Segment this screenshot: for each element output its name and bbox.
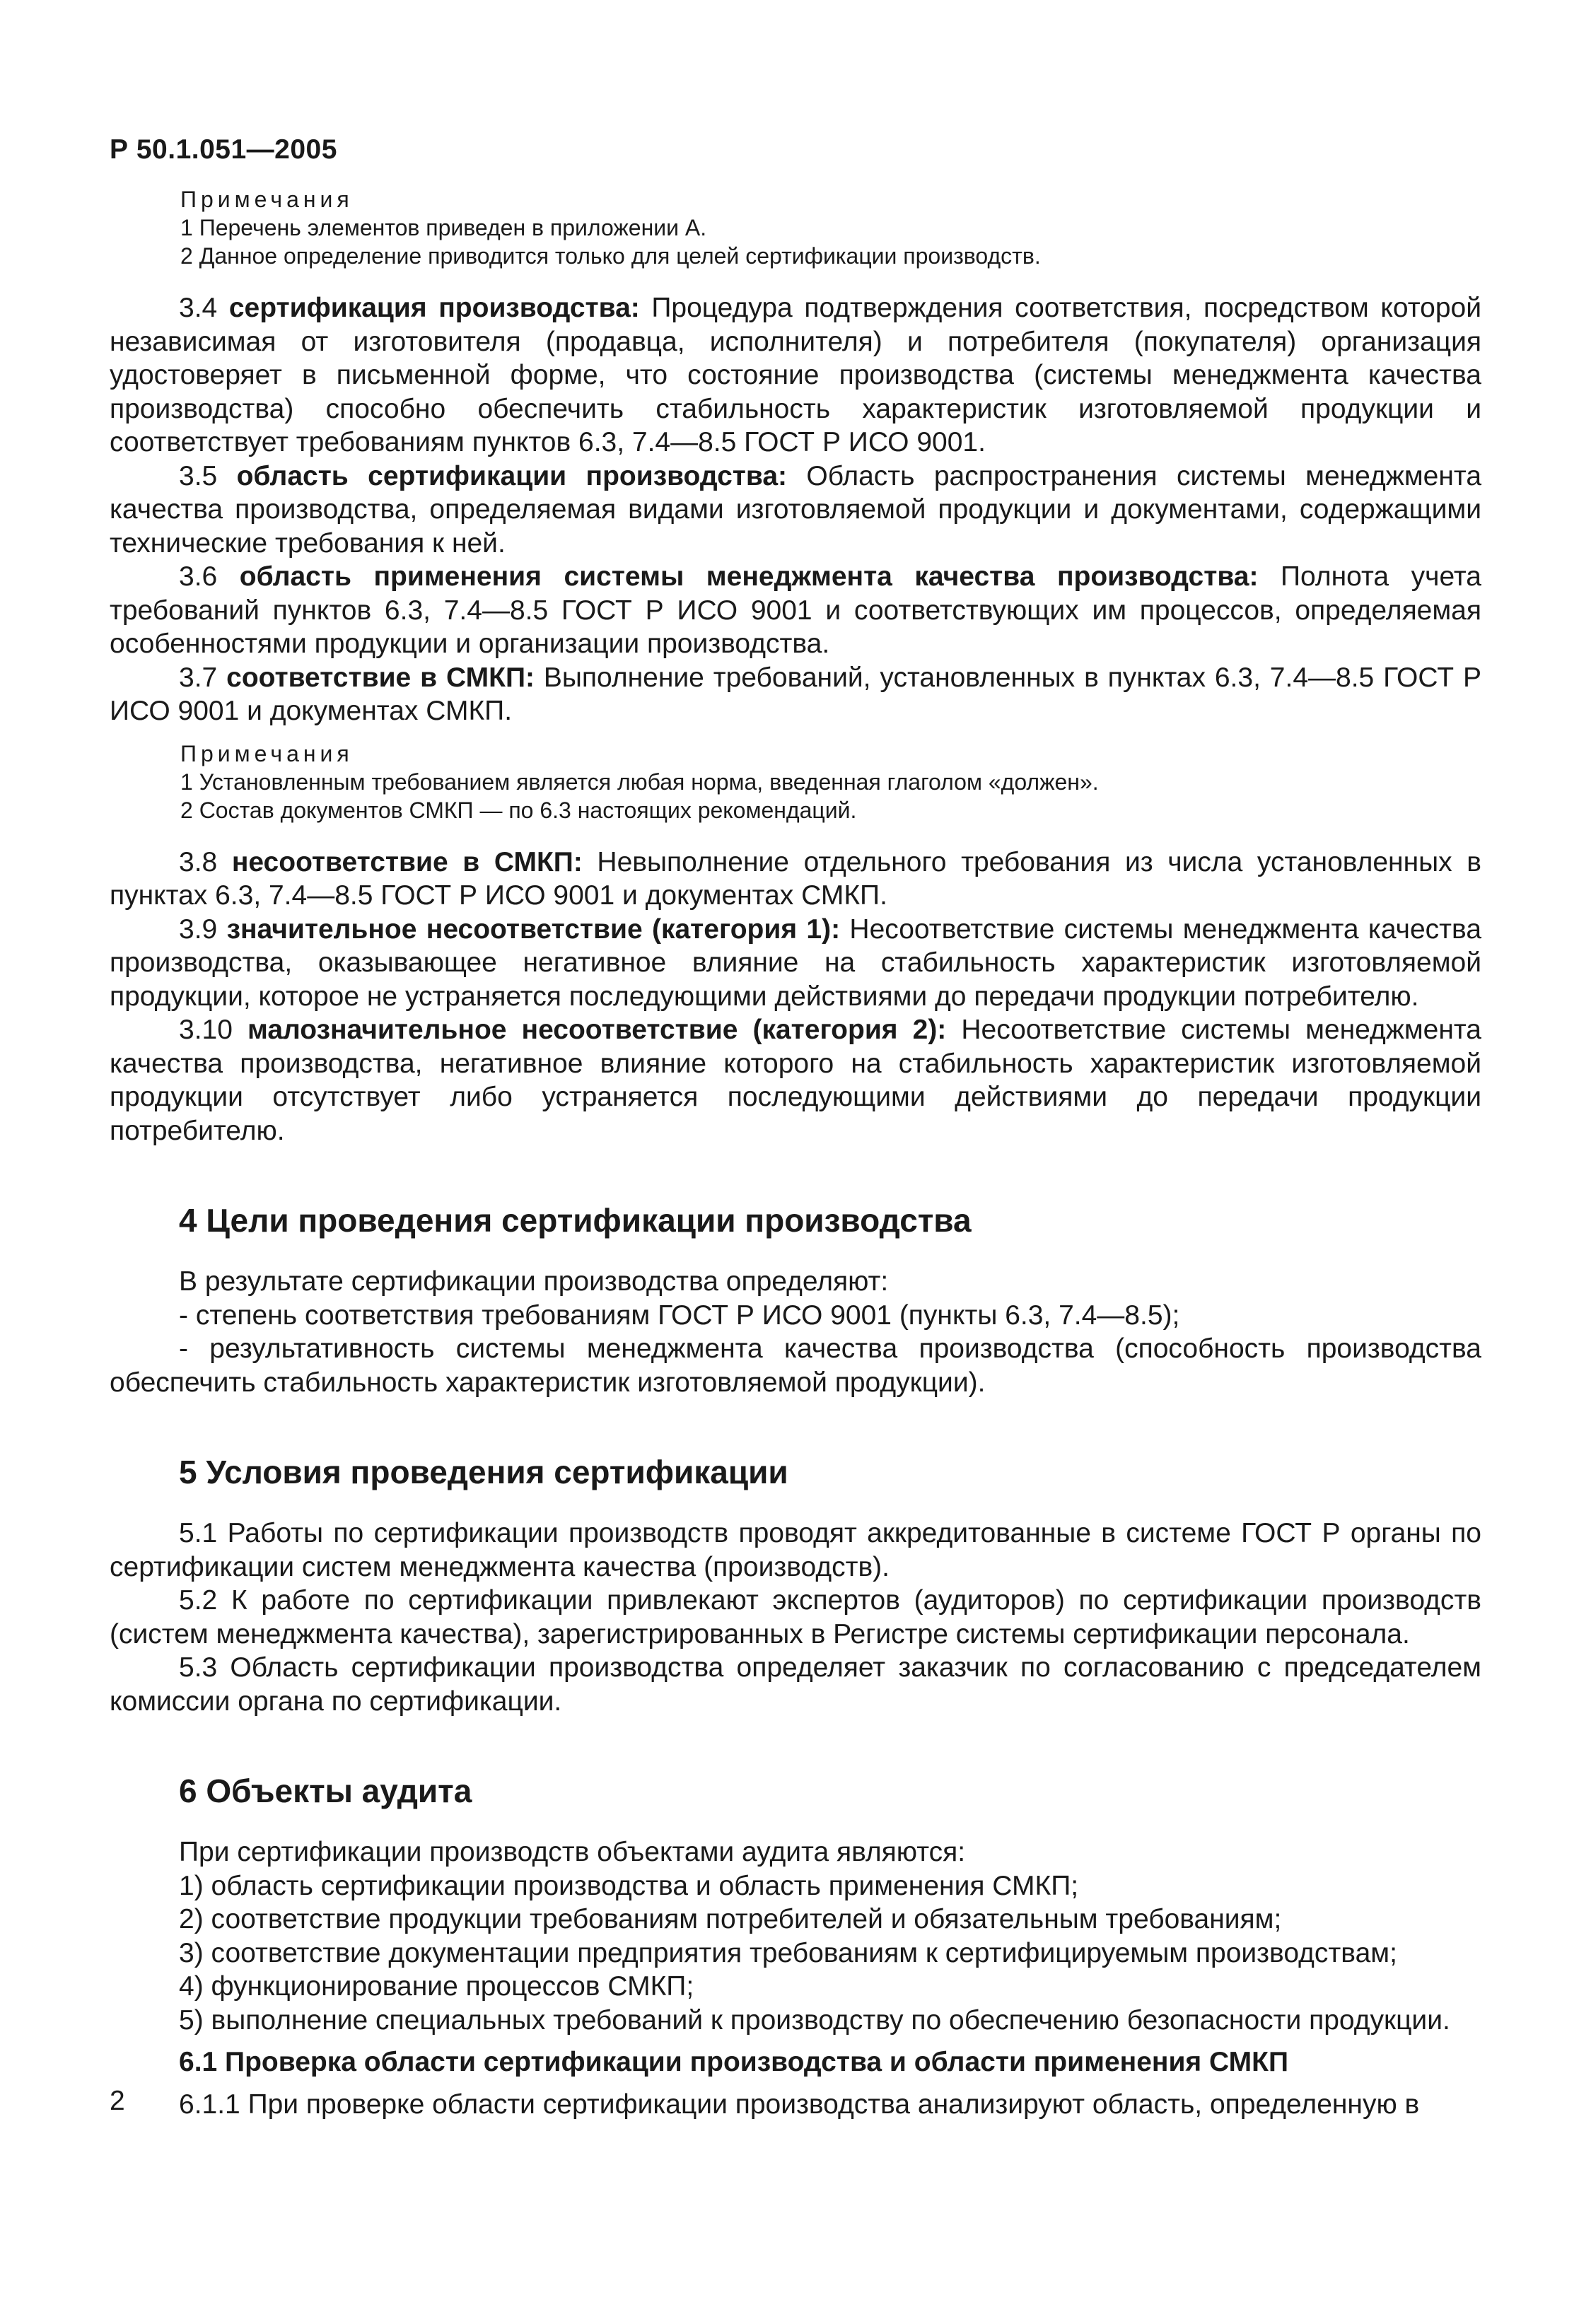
definition-term: область сертификации производства: (236, 460, 788, 491)
section-5-title: 5 Условия проведения сертификации (179, 1454, 788, 1490)
definition-3-8: 3.8 несоответствие в СМКП: Невыполнение отдельного требования из числа установленных в пунктах 6.3, 7.4—8.5 ГОСТ Р ИСО 9001 и документах СМКП. (110, 846, 1481, 911)
paragraph-5-2: 5.2 К работе по сертификации привлекают экспертов (аудиторов) по сертификации производств (систем менеджмента качества), зарегистрированных в Регистре системы сертификации персонала. (110, 1585, 1481, 1649)
definition-term: сертификация производства: (228, 293, 640, 323)
document-page (110, 134, 1481, 2122)
definition-term: несоответствие в СМКП: (231, 846, 583, 877)
paragraph-6-1-1: 6.1.1 При проверке области сертификации производства анализируют область, определенную в (179, 2089, 1420, 2120)
list-item: 5) выполнение специальных требований к производству по обеспечению безопасности продукции. (179, 2004, 1450, 2036)
list-item: - степень соответствия требованиям ГОСТ Р ИСО 9001 (пункты 6.3, 7.4—8.5); (179, 1300, 1180, 1331)
doc-code-header: Р 50.1.051—2005 (110, 134, 337, 165)
definition-term: область применения системы менеджмента качества производства: (239, 561, 1259, 592)
definition-3-7: 3.7 соответствие в СМКП: Выполнение требований, установленных в пунктах 6.3, 7.4—8.5 ГОСТ Р ИСО 9001 и документах СМКП. (110, 662, 1481, 726)
notes-title: Примечания (180, 187, 354, 212)
definition-3-9: 3.9 значительное несоответствие (категория 1): Несоответствие системы менеджмента качества производства, оказывающее негативное влияние на стабильность характеристик изготовляемой продукции, которое не устраняется последующими действиями до передачи продукции потребителю. (110, 913, 1482, 1012)
list-item: 4) функционирование процессов СМКП; (179, 1971, 694, 2002)
notes-title: Примечания (180, 740, 354, 766)
note-item: 1 Перечень элементов приведен в приложении А. (180, 215, 707, 240)
section-4-title: 4 Цели проведения сертификации производства (179, 1202, 972, 1239)
list-item: 2) соответствие продукции требованиям потребителей и обязательным требованиям; (179, 1904, 1282, 1934)
definition-3-6: 3.6 область применения системы менеджмента качества производства: Полнота учета требований пунктов 6.3, 7.4—8.5 ГОСТ Р ИСО 9001 и соответствующих им процессов, определяемая особенностями продукции и организации производства. (110, 561, 1481, 659)
notes-block-2 (110, 740, 1481, 824)
note-item: 2 Данное определение приводится только для целей сертификации производств. (180, 243, 1041, 269)
page-number: 2 (110, 2086, 125, 2116)
section-6-title: 6 Объекты аудита (179, 1773, 472, 1809)
note-item: 2 Состав документов СМКП — по 6.3 настоящих рекомендаций. (180, 797, 857, 823)
notes-block-1 (110, 185, 1481, 270)
definition-3-10: 3.10 малозначительное несоответствие (категория 2): Несоответствие системы менеджмента качества производства, негативное влияние которого на стабильность характеристик изготовляемой продукции отсутствует либо устраняется последующими действиями до передачи продукции потребителю. (110, 1015, 1481, 1146)
list-item: 1) область сертификации производства и область применения СМКП; (179, 1870, 1079, 1901)
definition-term: значительное несоответствие (категория 1): (226, 913, 841, 945)
definition-term: соответствие в СМКП: (226, 662, 535, 693)
list-item: - результативность системы менеджмента качества производства (способность производства обеспечить стабильность характеристик изготовляемой продукции). (110, 1333, 1481, 1398)
paragraph-5-1: 5.1 Работы по сертификации производств проводят аккредитованные в системе ГОСТ Р органы по сертификации систем менеджмента качества (производств). (110, 1518, 1481, 1582)
list-item: 3) соответствие документации предприятия требованиям к сертифицируемым производствам; (179, 1937, 1397, 1968)
subsection-6-1-title: 6.1 Проверка области сертификации производства и области применения СМКП (179, 2047, 1288, 2077)
paragraph-5-3: 5.3 Область сертификации производства определяет заказчик по согласованию с председателем комиссии органа по сертификации. (110, 1652, 1481, 1717)
section-4-intro: В результате сертификации производства определяют: (179, 1266, 889, 1297)
definition-term: малозначительное несоответствие (категория 2): (247, 1015, 947, 1045)
definition-3-5: 3.5 область сертификации производства: Область распространения системы менеджмента качества производства, определяемая видами изготовляемой продукции и документами, содержащими технические требования к ней. (110, 460, 1482, 559)
section-6-intro: При сертификации производств объектами аудита являются: (179, 1837, 966, 1867)
definition-3-4: 3.4 сертификация производства: Процедура подтверждения соответствия, посредством которой независимая от изготовителя (продавца, исполнителя) и потребителя (покупателя) организация удостоверяет в письменной форме, что состояние производства (системы менеджмента качества производства) способно обеспечить стабильность характеристик изготовляемой продукции и соответствует требованиям пунктов 6.3, 7.4—8.5 ГОСТ Р ИСО 9001. (110, 293, 1481, 457)
note-item: 1 Установленным требованием является любая норма, введенная глаголом «должен». (180, 769, 1099, 795)
